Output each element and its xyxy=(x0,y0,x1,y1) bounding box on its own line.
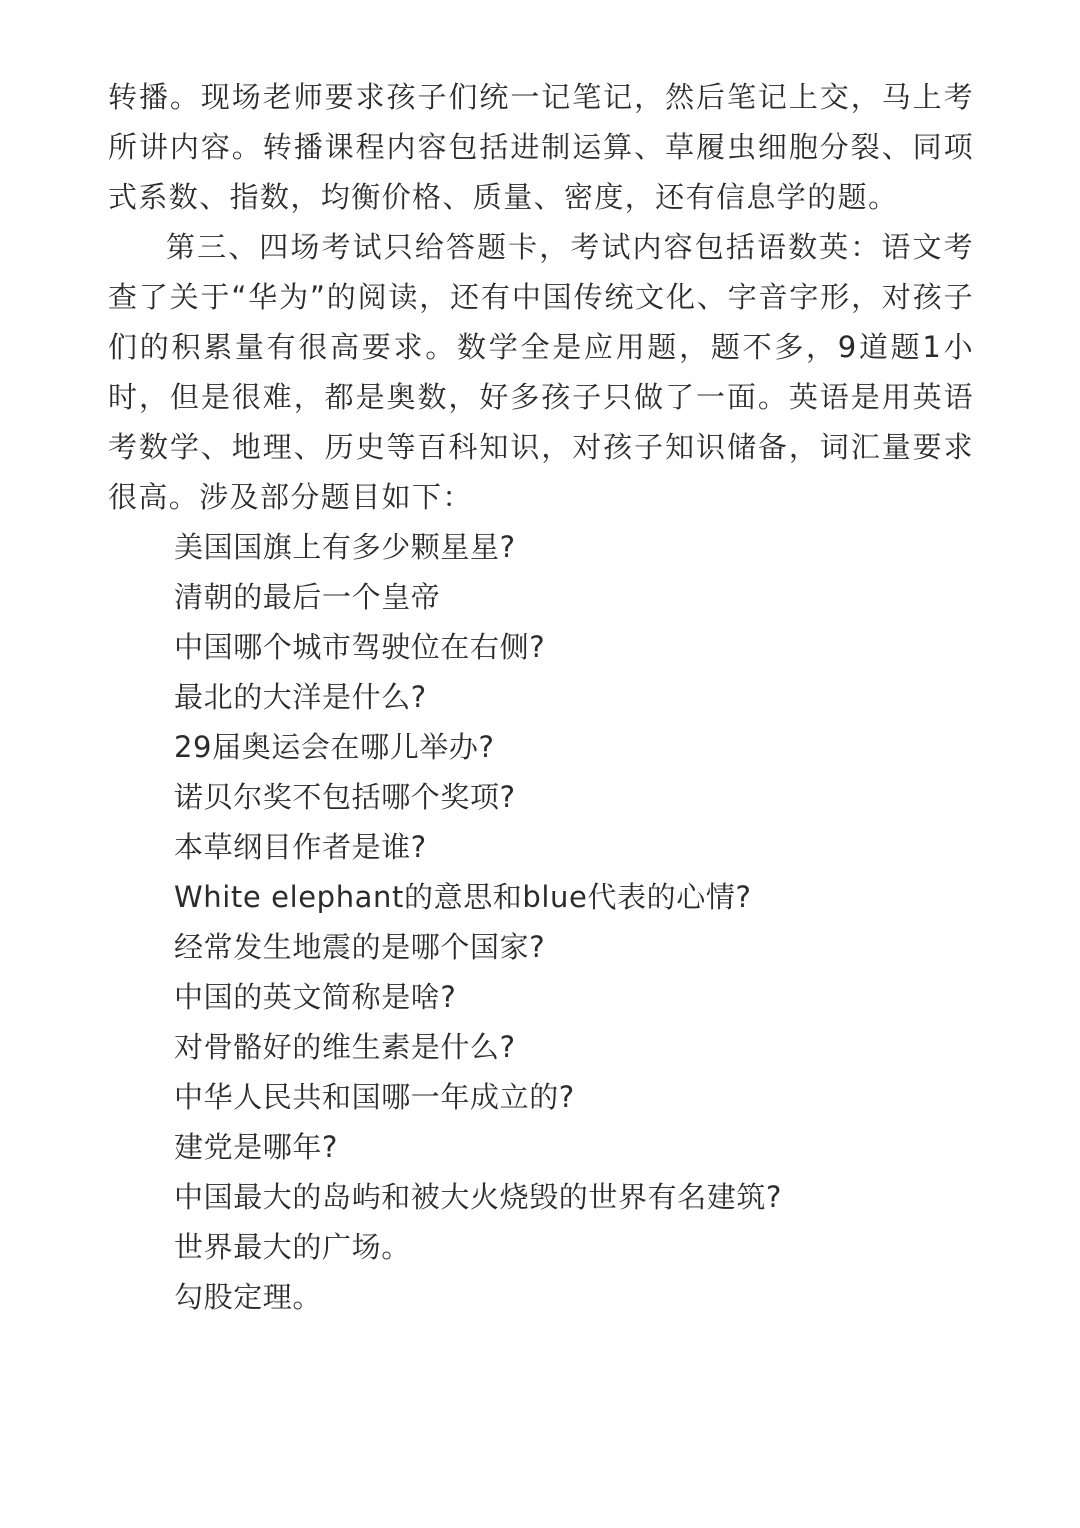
question-item: White elephant的意思和blue代表的心情? xyxy=(174,880,752,914)
question-item: 勾股定理。 xyxy=(174,1280,323,1314)
question-item: 本草纲目作者是谁? xyxy=(174,830,427,864)
question-item: 诺贝尔奖不包括哪个奖项? xyxy=(174,780,516,814)
question-item: 建党是哪年? xyxy=(174,1130,338,1164)
question-item: 29届奥运会在哪儿举办? xyxy=(174,730,495,764)
question-item: 中华人民共和国哪一年成立的? xyxy=(174,1080,575,1114)
question-item: 美国国旗上有多少颗星星? xyxy=(174,530,516,564)
question-item: 世界最大的广场。 xyxy=(174,1230,411,1264)
article-body xyxy=(108,72,974,1322)
question-item: 经常发生地震的是哪个国家? xyxy=(174,930,546,964)
question-item: 中国的英文简称是啥? xyxy=(174,980,457,1014)
question-item: 清朝的最后一个皇帝 xyxy=(174,580,441,614)
question-item: 对骨骼好的维生素是什么? xyxy=(174,1030,516,1064)
question-item: 最北的大洋是什么? xyxy=(174,680,427,714)
question-item: 中国哪个城市驾驶位在右侧? xyxy=(174,630,546,664)
question-item: 中国最大的岛屿和被大火烧毁的世界有名建筑? xyxy=(174,1180,782,1214)
paragraph-exam-content: 第三、四场考试只给答题卡，考试内容包括语数英：语文考查了关于“华为”的阅读，还有中国传统文化、字音字形，对孩子们的积累量有很高要求。数学全是应用题，题不多，9道题1小时，但是很难，都是奥数，好多孩子只做了一面。英语是用英语考数学、地理、历史等百科知识，对孩子知识储备，词汇量要求很高。涉及部分题目如下： xyxy=(108,230,974,514)
question-list xyxy=(108,522,974,1322)
paragraph-broadcast-course: 转播。现场老师要求孩子们统一记笔记，然后笔记上交，马上考所讲内容。转播课程内容包括进制运算、草履虫细胞分裂、同项式系数、指数，均衡价格、质量、密度，还有信息学的题。 xyxy=(108,80,974,214)
